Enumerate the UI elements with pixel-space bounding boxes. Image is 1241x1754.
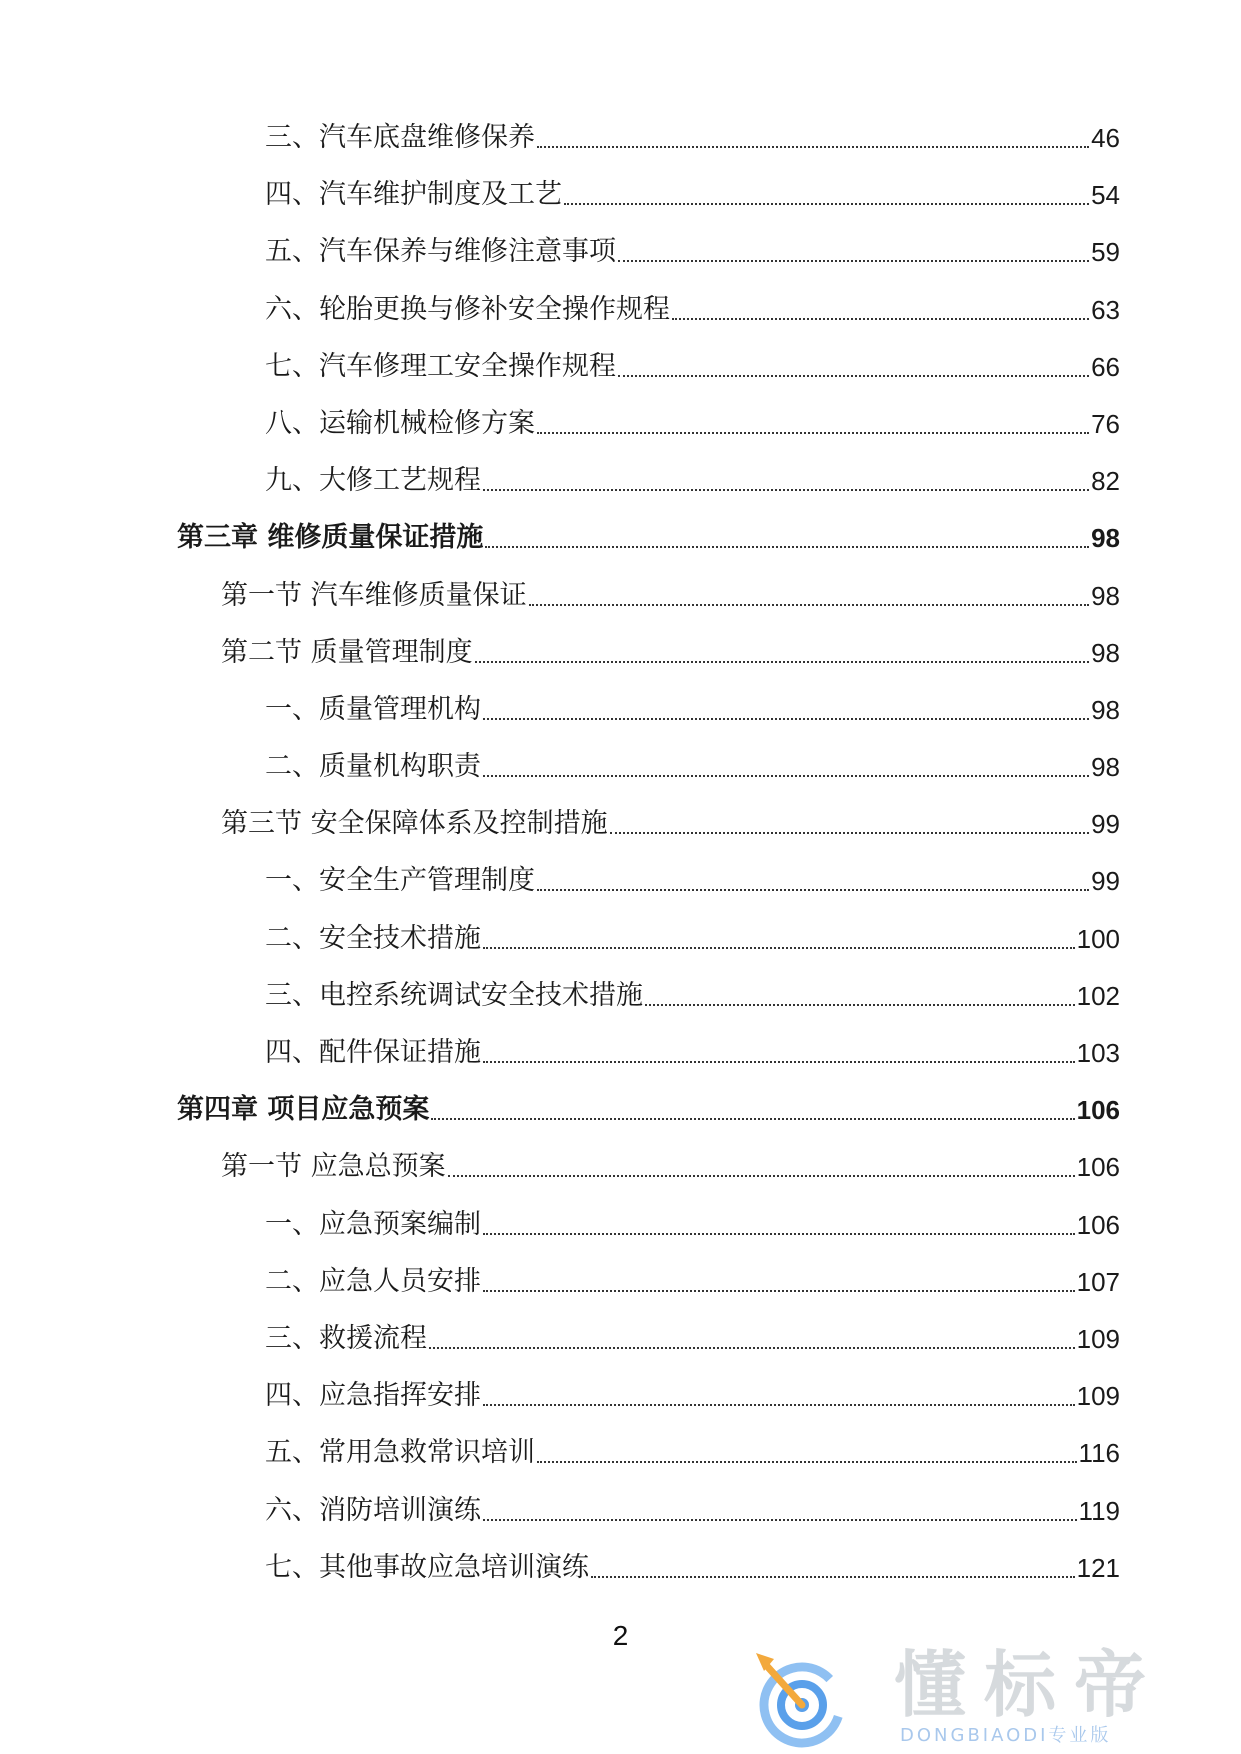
toc-entry[interactable]	[0, 1493, 1241, 1550]
toc-entry[interactable]	[0, 1435, 1241, 1492]
toc-entry-row	[265, 1207, 1120, 1243]
toc-entry[interactable]	[0, 1035, 1241, 1092]
toc-entry-title: 九、大修工艺规程	[265, 465, 481, 497]
toc-entry-title: 三、汽车底盘维修保养	[265, 122, 535, 153]
toc-entry[interactable]	[0, 978, 1241, 1035]
toc-entry-row	[265, 978, 1120, 1014]
toc-entry-title: 七、汽车修理工安全操作规程	[265, 350, 616, 382]
toc-entry[interactable]	[0, 1207, 1241, 1264]
toc-entry-page: 109	[1076, 1323, 1120, 1354]
toc-entry-page: 98	[1091, 694, 1120, 725]
toc-entry-page: 103	[1076, 1038, 1120, 1068]
toc-entry-row	[265, 463, 1120, 499]
dot-leader	[483, 1233, 1075, 1235]
toc-entry-row	[265, 1550, 1120, 1586]
toc-entry-row	[265, 1493, 1120, 1529]
toc-entry-page: 116	[1078, 1438, 1120, 1469]
watermark-brand-text: 懂标帝	[894, 1643, 1165, 1727]
toc-entry[interactable]	[0, 921, 1241, 978]
toc-entry-row	[265, 863, 1120, 899]
toc-entry[interactable]	[0, 863, 1241, 920]
dot-leader	[618, 260, 1089, 262]
dot-leader	[431, 1118, 1074, 1120]
toc-entry-row	[265, 120, 1120, 156]
toc-entry-page: 98	[1091, 752, 1120, 783]
toc-entry-row	[177, 1092, 1120, 1128]
toc-entry-page: 100	[1076, 923, 1120, 954]
toc-entry[interactable]	[0, 1092, 1241, 1149]
toc-entry-page: 98	[1091, 580, 1120, 611]
toc-entry-title: 第二节 质量管理制度	[221, 636, 473, 668]
toc-entry-page: 99	[1091, 809, 1120, 840]
toc-entry[interactable]	[0, 349, 1241, 406]
toc-entry-title: 第四章 项目应急预案	[177, 1094, 430, 1126]
dot-leader	[483, 718, 1089, 720]
dot-leader	[564, 203, 1089, 205]
toc-entry-row	[265, 1378, 1120, 1414]
dot-leader	[672, 318, 1089, 320]
toc-entry[interactable]	[0, 177, 1241, 234]
toc-entry-page: 109	[1076, 1381, 1120, 1412]
toc-entry-row	[265, 692, 1120, 728]
toc-entry-row	[265, 234, 1120, 270]
toc-entry[interactable]	[0, 1264, 1241, 1321]
toc-entry-row	[221, 578, 1120, 614]
dot-leader	[483, 1290, 1075, 1292]
toc-entry-row	[265, 921, 1120, 957]
toc-entry-page: 102	[1076, 980, 1120, 1011]
toc-entry-title: 五、汽车保养与维修注意事项	[265, 236, 616, 268]
dot-leader	[610, 832, 1089, 834]
toc-entry-row	[221, 635, 1120, 671]
toc-entry-page: 106	[1076, 1152, 1120, 1183]
toc-entry-row	[221, 806, 1120, 842]
toc-entry-row	[221, 1149, 1120, 1185]
dot-leader	[483, 775, 1089, 777]
toc-entry[interactable]	[0, 806, 1241, 863]
dot-leader	[537, 432, 1089, 434]
toc-entry-title: 五、常用急救常识培训	[265, 1437, 535, 1469]
toc-entry[interactable]	[0, 578, 1241, 635]
dot-leader	[483, 1404, 1075, 1406]
toc-entry-title: 第三章 维修质量保证措施	[177, 522, 484, 554]
toc-entry-row	[177, 520, 1120, 556]
toc-entry[interactable]	[0, 234, 1241, 291]
toc-entry[interactable]	[0, 1550, 1241, 1607]
toc-entry-row	[265, 349, 1120, 385]
toc-entry-title: 六、轮胎更换与修补安全操作规程	[265, 293, 670, 325]
toc-entry-row	[265, 406, 1120, 442]
toc-entry-page: 66	[1091, 351, 1120, 382]
toc-entry-title: 四、应急指挥安排	[265, 1380, 481, 1412]
toc-entry-page: 98	[1091, 637, 1120, 668]
toc-entry-title: 二、应急人员安排	[265, 1265, 481, 1297]
toc-entry-page: 106	[1076, 1095, 1120, 1126]
dot-leader	[429, 1347, 1075, 1349]
dot-leader	[537, 1461, 1077, 1463]
toc-entry-title: 一、应急预案编制	[265, 1208, 481, 1240]
toc-entry-row	[265, 1035, 1120, 1071]
toc-entry-title: 三、救援流程	[265, 1322, 427, 1354]
toc-entry-row	[265, 749, 1120, 785]
toc-entry-page: 121	[1076, 1552, 1120, 1583]
toc-entry-page: 99	[1091, 866, 1120, 897]
toc-entry[interactable]	[0, 292, 1241, 349]
dot-leader	[537, 889, 1089, 891]
toc-entry-page: 46	[1091, 123, 1120, 153]
toc-entry-row	[265, 292, 1120, 328]
toc-entry-title: 四、配件保证措施	[265, 1037, 481, 1068]
toc-entry[interactable]	[0, 692, 1241, 749]
toc-entry-row	[265, 1321, 1120, 1357]
toc-entry-page: 106	[1076, 1209, 1120, 1240]
toc-entry-title: 六、消防培训演练	[265, 1494, 481, 1526]
dot-leader	[618, 375, 1089, 377]
toc-entry[interactable]	[0, 406, 1241, 463]
toc-entry[interactable]	[0, 1149, 1241, 1206]
dot-leader	[591, 1576, 1075, 1578]
toc-entry-row	[265, 177, 1120, 213]
toc-entry-title: 四、汽车维护制度及工艺	[265, 179, 562, 211]
toc-entry-title: 一、安全生产管理制度	[265, 865, 535, 897]
toc-entry-title: 七、其他事故应急培训演练	[265, 1551, 589, 1583]
toc-entry[interactable]	[0, 635, 1241, 692]
watermark-subtext: DONGBIAODI专业版	[900, 1725, 1112, 1746]
toc-entry-title: 第一节 汽车维修质量保证	[221, 579, 527, 611]
toc-entry-title: 八、运输机械检修方案	[265, 407, 535, 439]
toc-entry-page: 76	[1091, 408, 1120, 439]
toc-entry-title: 第三节 安全保障体系及控制措施	[221, 808, 608, 840]
dot-leader	[537, 146, 1089, 148]
page-number: 2	[612, 1620, 629, 1651]
toc-entry[interactable]	[0, 520, 1241, 577]
toc-entry-page: 82	[1091, 466, 1120, 497]
toc-entry-title: 三、电控系统调试安全技术措施	[265, 979, 643, 1011]
watermark	[752, 1645, 1232, 1750]
toc-entry[interactable]	[0, 120, 1241, 177]
toc-entry[interactable]	[0, 463, 1241, 520]
toc-entry-page: 63	[1091, 294, 1120, 325]
target-logo-icon	[752, 1645, 862, 1750]
toc-entry[interactable]	[0, 1321, 1241, 1378]
dot-leader	[448, 1175, 1075, 1177]
table-of-contents	[0, 120, 1241, 1607]
toc-entry-page: 98	[1091, 523, 1120, 554]
dot-leader	[645, 1004, 1075, 1006]
dot-leader	[483, 1061, 1075, 1063]
toc-entry[interactable]	[0, 1378, 1241, 1435]
toc-entry-title: 二、安全技术措施	[265, 922, 481, 954]
toc-entry-page: 107	[1076, 1266, 1120, 1297]
dot-leader	[483, 947, 1075, 949]
toc-entry-title: 第一节 应急总预案	[221, 1151, 446, 1183]
dot-leader	[529, 604, 1089, 606]
dot-leader	[475, 661, 1089, 663]
dot-leader	[485, 546, 1089, 548]
toc-entry-title: 一、质量管理机构	[265, 693, 481, 725]
toc-entry-page: 119	[1078, 1495, 1120, 1526]
toc-entry-page: 59	[1091, 237, 1120, 268]
toc-entry-row	[265, 1435, 1120, 1471]
toc-entry-title: 二、质量机构职责	[265, 751, 481, 783]
toc-entry[interactable]	[0, 749, 1241, 806]
toc-entry-page: 54	[1091, 180, 1120, 211]
dot-leader	[483, 489, 1089, 491]
dot-leader	[483, 1519, 1077, 1521]
toc-entry-row	[265, 1264, 1120, 1300]
